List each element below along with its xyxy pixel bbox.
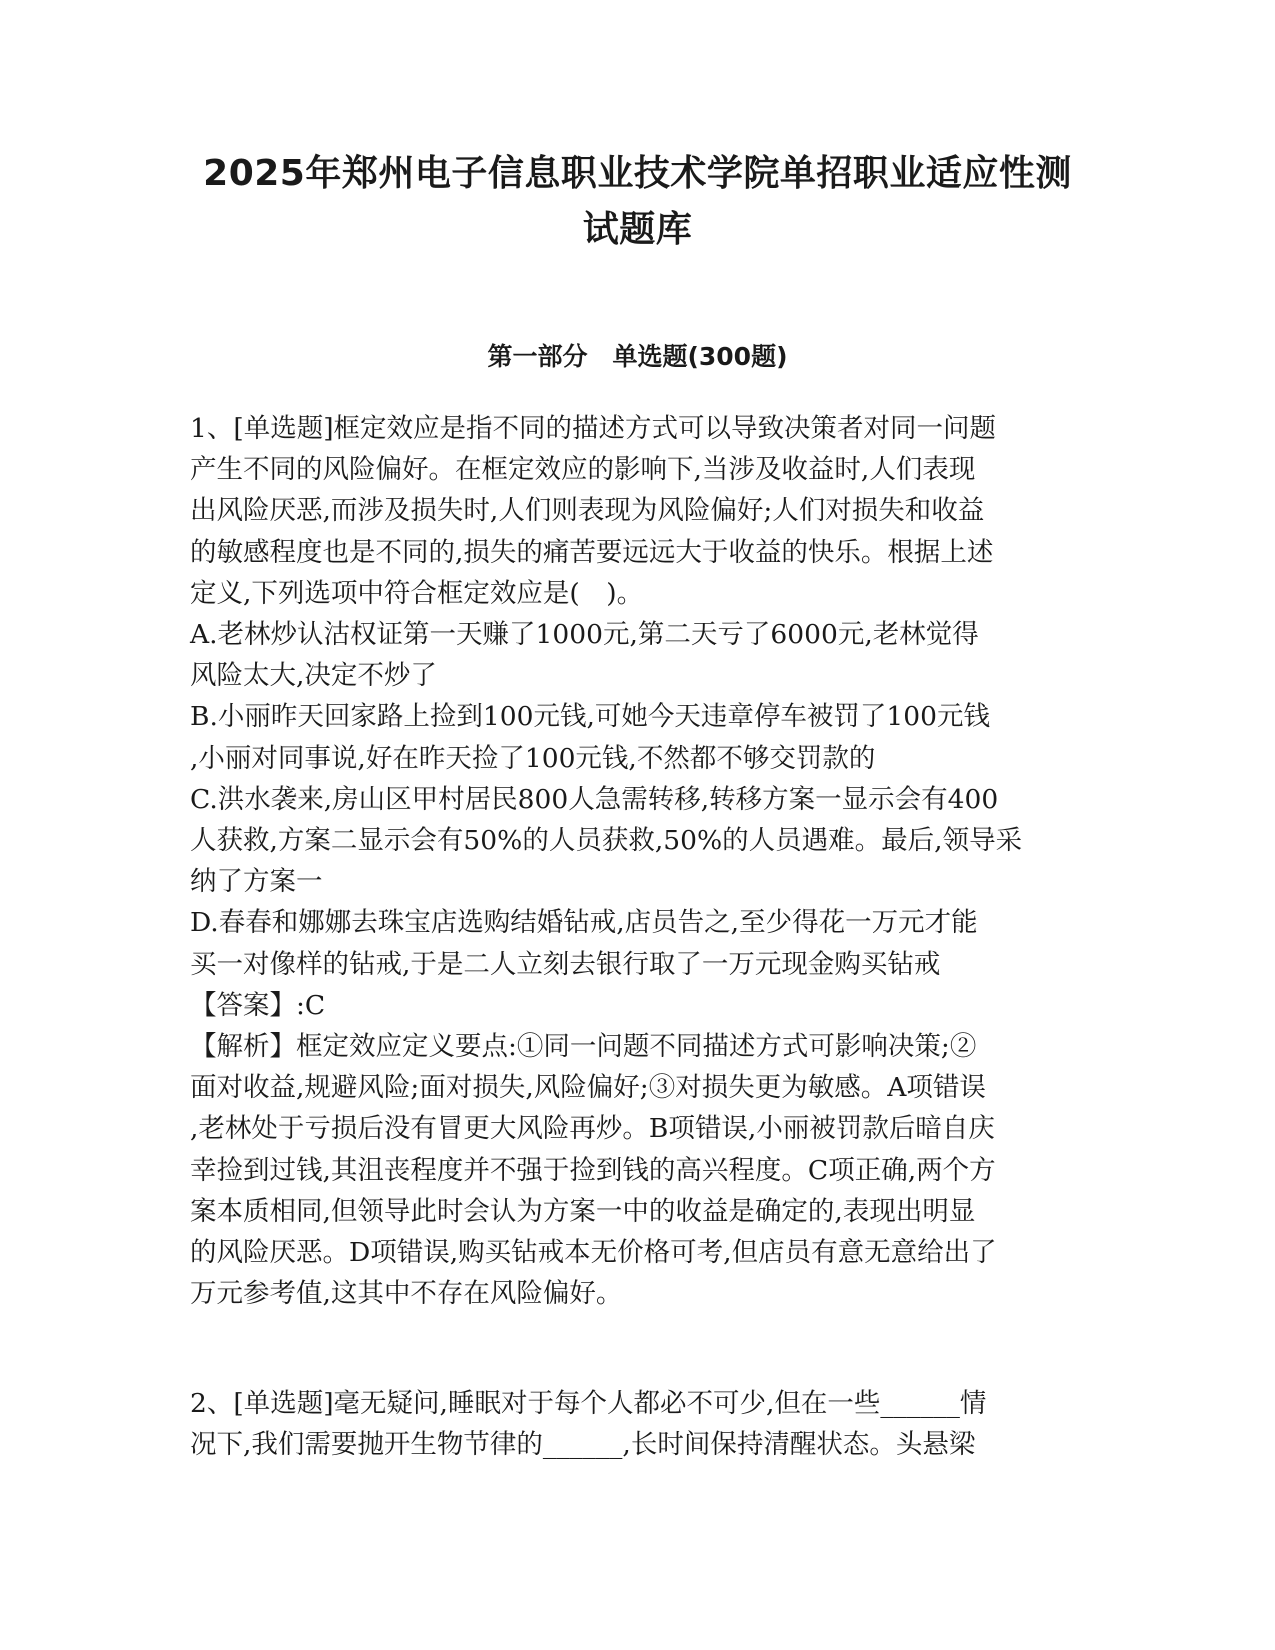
document-title-line: 试题库	[582, 209, 693, 250]
explanation-line: 幸捡到过钱,其沮丧程度并不强于捡到钱的高兴程度。C项正确,两个方	[190, 1154, 996, 1186]
section-heading: 第一部分 单选题(300题)	[487, 342, 788, 371]
option-c-line: 纳了方案一	[190, 866, 323, 898]
explanation-line: 的风险厌恶。D项错误,购买钻戒本无价格可考,但店员有意无意给出了	[190, 1237, 997, 1269]
document-title-line: 2025年郑州电子信息职业技术学院单招职业适应性测	[203, 153, 1072, 194]
question-stem-line: 况下,我们需要抛开生物节律的______,长时间保持清醒状态。头悬梁	[190, 1429, 976, 1461]
option-a-line: 风险太大,决定不炒了	[190, 660, 437, 692]
document-title	[180, 146, 1095, 258]
explanation-line: 案本质相同,但领导此时会认为方案一中的收益是确定的,表现出明显	[190, 1195, 976, 1227]
question-stem-line: 1、[单选题]框定效应是指不同的描述方式可以导致决策者对同一问题	[190, 413, 997, 444]
question-stem-line: 的敏感程度也是不同的,损失的痛苦要远远大于收益的快乐。根据上述	[190, 536, 994, 568]
explanation-line: 万元参考值,这其中不存在风险偏好。	[190, 1278, 623, 1310]
question-block-2	[190, 1383, 1090, 1465]
option-b-line: ,小丽对同事说,好在昨天捡了100元钱,不然都不够交罚款的	[190, 742, 876, 774]
explanation-line: 面对收益,规避风险;面对损失,风险偏好;③对损失更为敏感。A项错误	[190, 1072, 986, 1104]
question-stem-line: 出风险厌恶,而涉及损失时,人们则表现为风险偏好;人们对损失和收益	[190, 495, 985, 527]
option-a-line: A.老林炒认沽权证第一天赚了1000元,第二天亏了6000元,老林觉得	[190, 619, 979, 651]
option-b-line: B.小丽昨天回家路上捡到100元钱,可她今天违章停车被罚了100元钱	[190, 701, 990, 733]
question-stem-line: 定义,下列选项中符合框定效应是( )。	[190, 577, 644, 609]
explanation-line: 【解析】框定效应定义要点:①同一问题不同描述方式可影响决策;②	[190, 1031, 977, 1063]
option-c-line: 人获救,方案二显示会有50%的人员获救,50%的人员遇难。最后,领导采	[190, 825, 1023, 857]
question-stem-line: 产生不同的风险偏好。在框定效应的影响下,当涉及收益时,人们表现	[190, 454, 976, 486]
answer-line: 【答案】:C	[190, 989, 326, 1021]
option-d-line: D.春春和娜娜去珠宝店选购结婚钻戒,店员告之,至少得花一万元才能	[190, 907, 978, 939]
option-c-line: C.洪水袭来,房山区甲村居民800人急需转移,转移方案一显示会有400	[190, 783, 999, 815]
option-d-line: 买一对像样的钻戒,于是二人立刻去银行取了一万元现金购买钻戒	[190, 948, 941, 980]
question-block-1	[190, 408, 1090, 1314]
explanation-line: ,老林处于亏损后没有冒更大风险再炒。B项错误,小丽被罚款后暗自庆	[190, 1113, 995, 1145]
question-stem-line: 2、[单选题]毫无疑问,睡眠对于每个人都必不可少,但在一些______情	[190, 1388, 987, 1419]
